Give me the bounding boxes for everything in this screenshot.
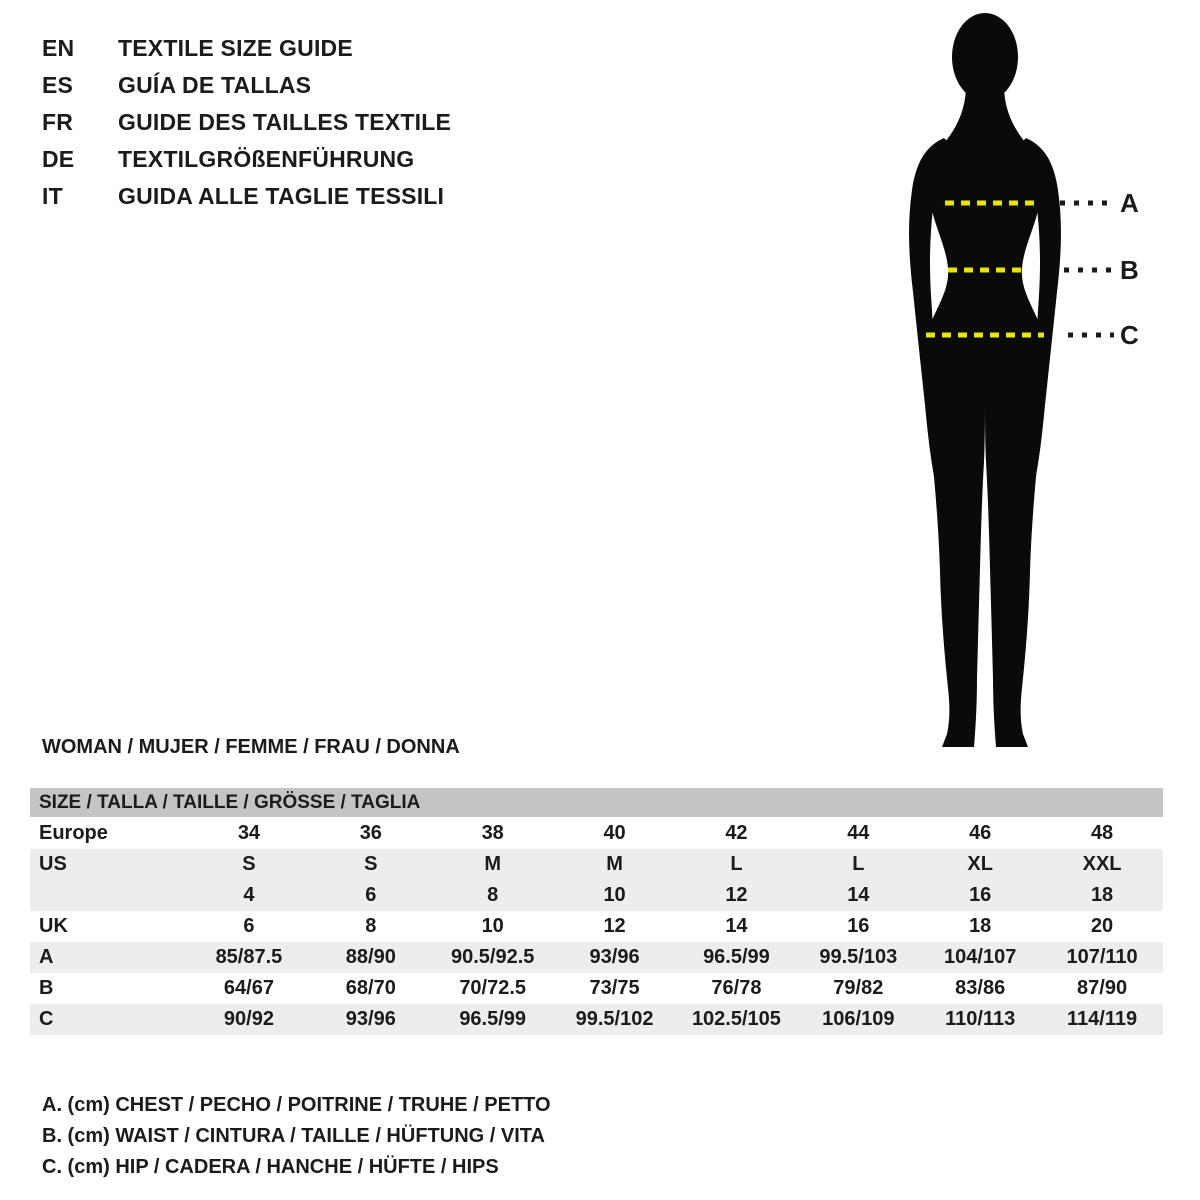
size-table-row-a <box>30 942 1163 973</box>
lang-code: ES <box>42 72 74 98</box>
size-cell: 42 <box>725 822 748 844</box>
size-cell: 114/119 <box>1067 1008 1138 1030</box>
size-cell: S <box>242 853 256 875</box>
size-cell: 88/90 <box>345 946 396 968</box>
guide-title-en: TEXTILE SIZE GUIDE <box>118 35 353 61</box>
size-cell: 90.5/92.5 <box>450 946 535 968</box>
lang-row-fr <box>42 104 451 141</box>
size-cell: 76/78 <box>711 977 762 999</box>
silhouette-left-leg <box>925 330 985 747</box>
row-label: B <box>39 977 54 999</box>
size-cell: L <box>730 853 743 875</box>
size-cell: 44 <box>847 822 870 844</box>
size-table-row-us <box>30 849 1163 880</box>
size-cell: 90/92 <box>223 1008 274 1030</box>
guide-title-it: GUIDA ALLE TAGLIE TESSILI <box>118 183 445 209</box>
size-cell: 16 <box>847 915 870 937</box>
size-cell: 106/109 <box>822 1008 895 1030</box>
size-cell: L <box>852 853 865 875</box>
size-cell: 96.5/99 <box>703 946 770 968</box>
size-cell: 14 <box>847 884 870 906</box>
size-cell: 4 <box>243 884 255 906</box>
size-cell: 83/86 <box>955 977 1006 999</box>
size-cell: 10 <box>603 884 626 906</box>
lang-code: EN <box>42 35 75 61</box>
size-cell: 6 <box>243 915 255 937</box>
woman-silhouette-svg <box>860 0 1200 760</box>
lang-code: FR <box>42 109 74 135</box>
size-cell: 12 <box>603 915 626 937</box>
size-cell: 6 <box>365 884 377 906</box>
silhouette-right-leg <box>985 330 1045 747</box>
measure-label-a: A <box>1120 188 1139 218</box>
size-cell: 10 <box>481 915 504 937</box>
size-cell: 40 <box>603 822 626 844</box>
size-table-row-europe <box>30 818 1163 849</box>
size-cell: 110/113 <box>945 1008 1016 1030</box>
size-table <box>30 788 1163 1035</box>
size-cell: 14 <box>725 915 748 937</box>
row-label: US <box>39 853 67 875</box>
size-cell: S <box>364 853 378 875</box>
size-cell: 38 <box>481 822 504 844</box>
size-cell: 104/107 <box>944 946 1017 968</box>
legend-hip: C. (cm) HIP / CADERA / HANCHE / HÜFTE / HIPS <box>42 1156 499 1178</box>
size-cell: 64/67 <box>223 977 274 999</box>
size-cell: XXL <box>1082 853 1122 875</box>
size-cell: 107/110 <box>1066 946 1138 968</box>
row-label: A <box>39 946 54 968</box>
size-table-row-uk <box>30 911 1163 942</box>
size-cell: 79/82 <box>833 977 884 999</box>
size-cell: 36 <box>359 822 382 844</box>
legend-waist: B. (cm) WAIST / CINTURA / TAILLE / HÜFTUNG / VITA <box>42 1125 545 1147</box>
size-cell: XL <box>967 853 993 875</box>
size-cell: 85/87.5 <box>215 946 283 968</box>
language-title-list <box>42 30 451 215</box>
size-cell: 8 <box>487 884 499 906</box>
size-table-header: SIZE / TALLA / TAILLE / GRÖSSE / TAGLIA <box>30 788 1163 817</box>
lang-row-en <box>42 30 451 67</box>
size-table-row-us-numeric <box>30 880 1163 911</box>
size-cell: 102.5/105 <box>691 1008 781 1030</box>
lang-code: DE <box>42 146 75 172</box>
size-cell: 20 <box>1090 915 1114 937</box>
size-cell: 48 <box>1090 822 1114 844</box>
lang-row-it <box>42 178 451 215</box>
size-cell: M <box>484 853 502 875</box>
size-cell: 93/96 <box>345 1008 396 1030</box>
size-cell: 87/90 <box>1077 977 1128 999</box>
row-label: C <box>39 1008 54 1030</box>
section-title-woman: WOMAN / MUJER / FEMME / FRAU / DONNA <box>42 736 460 758</box>
size-table-row-b <box>30 973 1163 1004</box>
guide-title-fr: GUIDE DES TAILLES TEXTILE <box>118 109 451 135</box>
size-cell: 34 <box>237 822 261 844</box>
size-cell: 18 <box>969 915 992 937</box>
size-cell: 16 <box>969 884 992 906</box>
measurement-legend <box>42 1090 551 1183</box>
size-cell: 99.5/103 <box>819 946 898 968</box>
measure-label-b: B <box>1120 255 1139 285</box>
row-label: UK <box>39 915 68 937</box>
size-cell: 8 <box>365 915 377 937</box>
lang-code: IT <box>42 183 63 209</box>
row-label: Europe <box>39 822 108 844</box>
measure-label-c: C <box>1120 320 1139 350</box>
row-label <box>30 880 188 911</box>
size-cell: 12 <box>725 884 748 906</box>
size-cell: 18 <box>1090 884 1114 906</box>
size-cell: 96.5/99 <box>459 1008 527 1030</box>
size-cell: 68/70 <box>345 977 396 999</box>
body-measurement-diagram <box>860 0 1200 760</box>
size-table-row-c <box>30 1004 1163 1035</box>
size-cell: 70/72.5 <box>459 977 527 999</box>
lang-row-es <box>42 67 451 104</box>
size-cell: 46 <box>969 822 992 844</box>
size-table-grid <box>30 818 1163 1035</box>
lang-row-de <box>42 141 451 178</box>
size-cell: 99.5/102 <box>575 1008 654 1030</box>
size-cell: 73/75 <box>589 977 640 999</box>
guide-title-es: GUÍA DE TALLAS <box>118 72 312 98</box>
guide-title-de: TEXTILGRÖßENFÜHRUNG <box>118 146 415 172</box>
size-cell: M <box>606 853 623 875</box>
size-cell: 93/96 <box>589 946 640 968</box>
legend-chest: A. (cm) CHEST / PECHO / POITRINE / TRUHE / PETTO <box>42 1094 551 1116</box>
woman-silhouette <box>909 13 1061 747</box>
